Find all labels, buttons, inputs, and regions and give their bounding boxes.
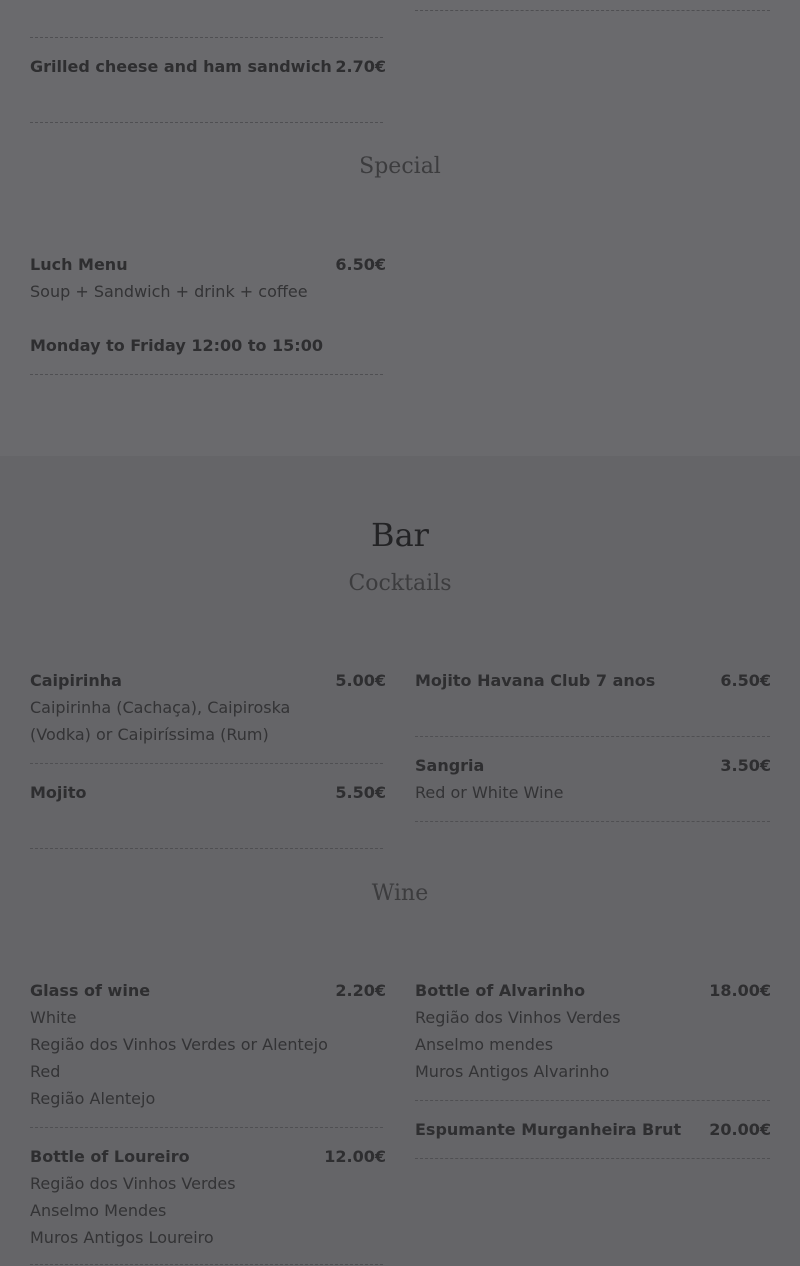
menu-item-name: Mojito Havana Club 7 anos xyxy=(415,671,656,690)
menu-item-description: Anselmo Mendes xyxy=(30,1201,167,1220)
menu-item-price: 6.50€ xyxy=(335,255,386,274)
menu-item-name: Bottle of Alvarinho xyxy=(415,981,586,1000)
divider xyxy=(415,821,770,822)
menu-item-name: Bottle of Loureiro xyxy=(30,1147,190,1166)
divider xyxy=(30,37,383,38)
menu-item-name: Sangria xyxy=(415,756,485,775)
divider xyxy=(415,10,770,11)
menu-item-description: Anselmo mendes xyxy=(415,1035,554,1054)
menu-item-description: Região dos Vinhos Verdes xyxy=(415,1008,621,1027)
menu-item-description: Região dos Vinhos Verdes or Alentejo xyxy=(30,1035,328,1054)
menu-item-description: Muros Antigos Alvarinho xyxy=(415,1062,610,1081)
menu-item-price: 12.00€ xyxy=(324,1147,386,1166)
menu-item-description: (Vodka) or Caipiríssima (Rum) xyxy=(30,725,269,744)
section-heading-wine: Wine xyxy=(371,881,429,906)
menu-item-name: Mojito xyxy=(30,783,87,802)
menu-item-description: Região dos Vinhos Verdes xyxy=(30,1174,236,1193)
menu-item-description: Red xyxy=(30,1062,61,1081)
menu-item-description: Muros Antigos Loureiro xyxy=(30,1228,214,1247)
section-heading-special: Special xyxy=(359,154,441,179)
menu-item-price: 2.70€ xyxy=(335,57,386,76)
bar-section xyxy=(0,456,800,1266)
menu-item-description: Caipirinha (Cachaça), Caipiroska xyxy=(30,698,291,717)
divider xyxy=(30,1264,383,1265)
menu-item-note: Monday to Friday 12:00 to 15:00 xyxy=(30,336,323,355)
divider xyxy=(30,1127,383,1128)
menu-item-description: White xyxy=(30,1008,77,1027)
menu-item-price: 18.00€ xyxy=(709,981,771,1000)
divider xyxy=(30,374,383,375)
menu-item-description: Região Alentejo xyxy=(30,1089,156,1108)
menu-item-description: Soup + Sandwich + drink + coffee xyxy=(30,282,308,301)
menu-item-name: Caipirinha xyxy=(30,671,122,690)
menu-item-name: Espumante Murganheira Brut xyxy=(415,1120,682,1139)
menu-item-name: Luch Menu xyxy=(30,255,128,274)
divider xyxy=(30,122,383,123)
menu-item-price: 2.20€ xyxy=(335,981,386,1000)
menu-item-name: Glass of wine xyxy=(30,981,151,1000)
menu-item-price: 6.50€ xyxy=(720,671,771,690)
menu-item-description: Red or White Wine xyxy=(415,783,564,802)
divider xyxy=(415,1158,770,1159)
divider xyxy=(30,763,383,764)
section-heading-cocktails: Cocktails xyxy=(348,571,452,596)
divider xyxy=(30,848,383,849)
divider xyxy=(415,736,770,737)
menu-item-price: 5.00€ xyxy=(335,671,386,690)
menu-item-name: Grilled cheese and ham sandwich xyxy=(30,57,332,76)
menu-item-price: 20.00€ xyxy=(709,1120,771,1139)
menu-item-price: 5.50€ xyxy=(335,783,386,802)
food-section xyxy=(0,0,800,456)
menu-item-price: 3.50€ xyxy=(720,756,771,775)
divider xyxy=(415,1100,770,1101)
page-title: Bar xyxy=(371,516,429,554)
